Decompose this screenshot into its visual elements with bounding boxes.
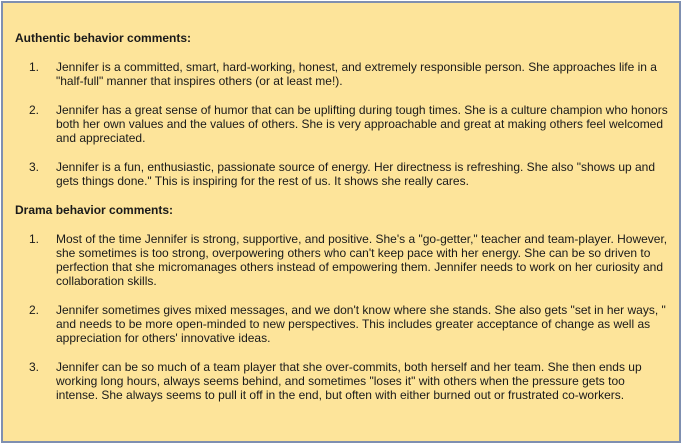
list-item-number: 3. — [29, 360, 40, 374]
drama-list — [15, 232, 669, 402]
list-item — [15, 232, 669, 288]
list-item-number: 3. — [29, 160, 40, 174]
list-item-text: Jennifer sometimes gives mixed messages, and we don't know where she stands. She also gets "set in her ways, " and needs to be more open-minded to new perspectives. This includes greater acceptance of change as well as appreciation for others' innovative ideas. — [56, 303, 666, 345]
drama-heading: Drama behavior comments: — [15, 203, 174, 217]
authentic-heading: Authentic behavior comments: — [15, 31, 192, 45]
list-item-text: Jennifer is a committed, smart, hard-working, honest, and extremely responsible person. She approaches life in a "half-full" manner that inspires others (or at least me!). — [56, 60, 657, 88]
authentic-list — [15, 60, 669, 188]
list-item — [15, 360, 669, 402]
list-item — [15, 303, 669, 345]
list-item-number: 1. — [29, 60, 40, 74]
list-item — [15, 103, 669, 145]
list-item — [15, 60, 669, 88]
list-item-text: Jennifer is a fun, enthusiastic, passionate source of energy. Her directness is refreshing. She also "shows up and gets things done." This is inspiring for the rest of us. It shows she really cares. — [56, 160, 656, 188]
list-item-text: Jennifer has a great sense of humor that can be uplifting during tough times. She is a culture champion who honors both her own values and the values of others. She is very approachable and great at making others feel welcomed and appreciated. — [56, 103, 668, 145]
list-item-number: 2. — [29, 303, 40, 317]
list-item-number: 2. — [29, 103, 40, 117]
list-item-text: Jennifer can be so much of a team player that she over-commits, both herself and her team. She then ends up working long hours, always seems behind, and sometimes "loses it" with others when the pressure gets too intense. She always seems to pull it off in the end, but often with either burned out or frustrated co-workers. — [56, 360, 642, 402]
list-item — [15, 160, 669, 188]
list-item-text: Most of the time Jennifer is strong, supportive, and positive. She's a "go-getter," teacher and team-player. However, she sometimes is too strong, overpowering others who can't keep pace with her energy. She can be so driven to perfection that she micromanages others instead of empowering them. Jennifer needs to work on her curiosity and collaboration skills. — [56, 232, 668, 288]
comments-panel — [1, 1, 681, 443]
list-item-number: 1. — [29, 232, 40, 246]
